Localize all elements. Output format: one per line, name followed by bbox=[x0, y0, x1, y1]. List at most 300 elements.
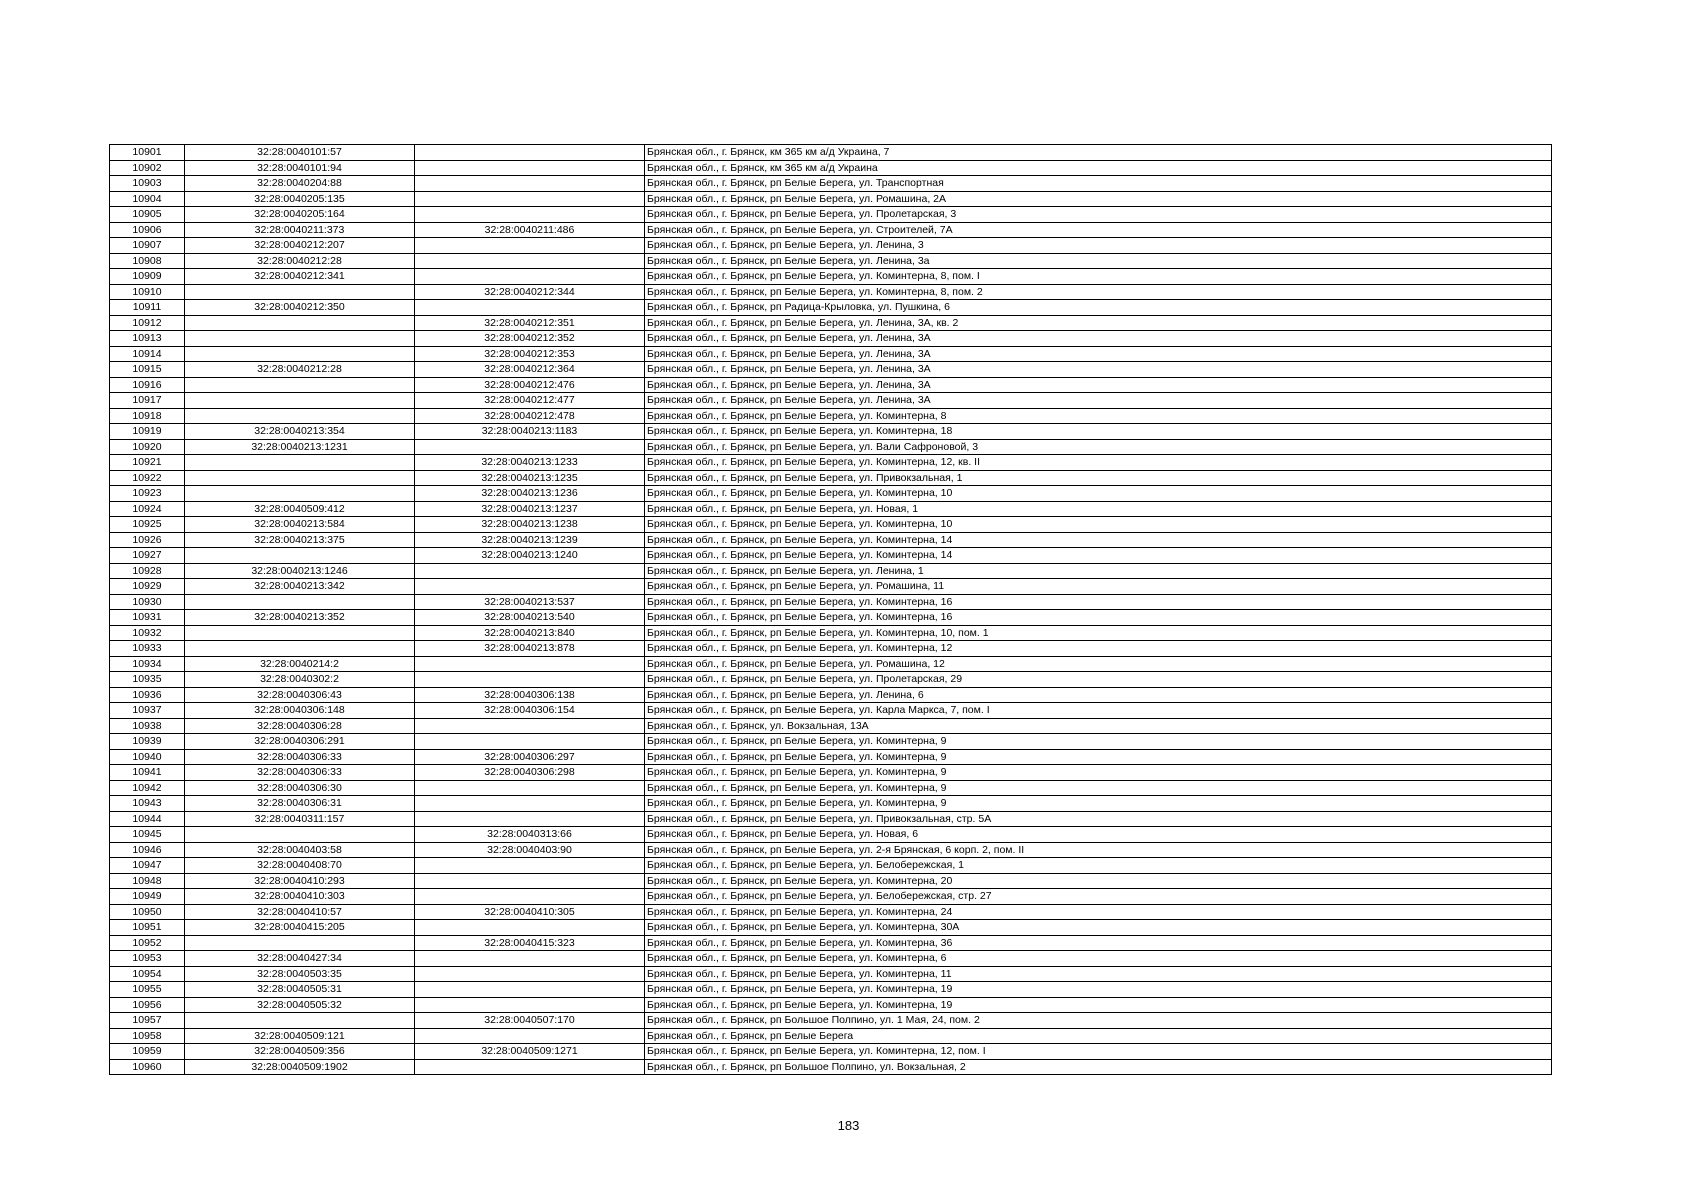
cadastral-number-cell: 32:28:0040212:350 bbox=[185, 300, 415, 316]
sub-object-number-cell: 32:28:0040306:298 bbox=[415, 765, 645, 781]
cadastral-number-cell: 32:28:0040205:135 bbox=[185, 191, 415, 207]
sub-object-number-cell: 32:28:0040509:1271 bbox=[415, 1044, 645, 1060]
cadastral-number-cell: 32:28:0040408:70 bbox=[185, 858, 415, 874]
cadastral-number-cell: 32:28:0040306:28 bbox=[185, 718, 415, 734]
sub-object-number-cell: 32:28:0040212:364 bbox=[415, 362, 645, 378]
address-cell: Брянская обл., г. Брянск, рп Белые Берега, ул. Вали Сафроновой, 3 bbox=[645, 439, 1552, 455]
table-row bbox=[110, 827, 1552, 843]
address-cell: Брянская обл., г. Брянск, рп Белые Берега, ул. Строителей, 7А bbox=[645, 222, 1552, 238]
sub-object-number-cell: 32:28:0040213:840 bbox=[415, 625, 645, 641]
address-cell: Брянская обл., г. Брянск, рп Белые Берега, ул. Коминтерна, 18 bbox=[645, 424, 1552, 440]
address-cell: Брянская обл., г. Брянск, рп Белые Берега, ул. Пролетарская, 29 bbox=[645, 672, 1552, 688]
cadastral-number-cell: 32:28:0040306:148 bbox=[185, 703, 415, 719]
table-row bbox=[110, 191, 1552, 207]
address-cell: Брянская обл., г. Брянск, рп Большое Полпино, ул. 1 Мая, 24, пом. 2 bbox=[645, 1013, 1552, 1029]
cadastral-number-cell bbox=[185, 455, 415, 471]
row-number-cell: 10912 bbox=[110, 315, 185, 331]
cadastral-number-cell: 32:28:0040212:28 bbox=[185, 362, 415, 378]
property-registry-table bbox=[109, 144, 1552, 1075]
cadastral-number-cell: 32:28:0040211:373 bbox=[185, 222, 415, 238]
address-cell: Брянская обл., г. Брянск, рп Белые Берега, ул. Новая, 1 bbox=[645, 501, 1552, 517]
address-cell: Брянская обл., г. Брянск, рп Белые Берега, ул. Коминтерна, 10 bbox=[645, 486, 1552, 502]
table-row bbox=[110, 734, 1552, 750]
address-cell: Брянская обл., г. Брянск, рп Белые Берега, ул. Коминтерна, 9 bbox=[645, 765, 1552, 781]
table-row bbox=[110, 269, 1552, 285]
table-row bbox=[110, 300, 1552, 316]
address-cell: Брянская обл., г. Брянск, рп Белые Берега, ул. Коминтерна, 12, пом. I bbox=[645, 1044, 1552, 1060]
address-cell: Брянская обл., г. Брянск, рп Белые Берега, ул. Ленина, 3А bbox=[645, 393, 1552, 409]
sub-object-number-cell bbox=[415, 672, 645, 688]
table-row bbox=[110, 253, 1552, 269]
table-row bbox=[110, 858, 1552, 874]
sub-object-number-cell: 32:28:0040213:1183 bbox=[415, 424, 645, 440]
sub-object-number-cell: 32:28:0040213:878 bbox=[415, 641, 645, 657]
table-row bbox=[110, 176, 1552, 192]
address-cell: Брянская обл., г. Брянск, рп Белые Берега, ул. Коминтерна, 16 bbox=[645, 594, 1552, 610]
sub-object-number-cell bbox=[415, 145, 645, 161]
address-cell: Брянская обл., г. Брянск, рп Белые Берега, ул. Ленина, 3а bbox=[645, 253, 1552, 269]
table-row bbox=[110, 610, 1552, 626]
cadastral-number-cell: 32:28:0040509:121 bbox=[185, 1028, 415, 1044]
row-number-cell: 10957 bbox=[110, 1013, 185, 1029]
table-row bbox=[110, 331, 1552, 347]
table-row bbox=[110, 315, 1552, 331]
address-cell: Брянская обл., г. Брянск, км 365 км а/д Украина bbox=[645, 160, 1552, 176]
sub-object-number-cell bbox=[415, 656, 645, 672]
address-cell: Брянская обл., г. Брянск, рп Белые Берега, ул. Коминтерна, 24 bbox=[645, 904, 1552, 920]
row-number-cell: 10931 bbox=[110, 610, 185, 626]
address-cell: Брянская обл., г. Брянск, рп Белые Берега, ул. Коминтерна, 14 bbox=[645, 548, 1552, 564]
row-number-cell: 10929 bbox=[110, 579, 185, 595]
sub-object-number-cell bbox=[415, 951, 645, 967]
sub-object-number-cell: 32:28:0040213:1235 bbox=[415, 470, 645, 486]
table-row bbox=[110, 718, 1552, 734]
row-number-cell: 10917 bbox=[110, 393, 185, 409]
cadastral-number-cell: 32:28:0040213:1231 bbox=[185, 439, 415, 455]
table-row bbox=[110, 780, 1552, 796]
sub-object-number-cell bbox=[415, 997, 645, 1013]
table-row bbox=[110, 904, 1552, 920]
row-number-cell: 10945 bbox=[110, 827, 185, 843]
cadastral-number-cell bbox=[185, 641, 415, 657]
row-number-cell: 10930 bbox=[110, 594, 185, 610]
cadastral-number-cell: 32:28:0040410:293 bbox=[185, 873, 415, 889]
sub-object-number-cell: 32:28:0040213:1239 bbox=[415, 532, 645, 548]
cadastral-number-cell: 32:28:0040410:57 bbox=[185, 904, 415, 920]
address-cell: Брянская обл., г. Брянск, рп Белые Берега, ул. Ленина, 3 bbox=[645, 238, 1552, 254]
address-cell: Брянская обл., г. Брянск, рп Белые Берега bbox=[645, 1028, 1552, 1044]
table-row bbox=[110, 656, 1552, 672]
table-row bbox=[110, 1028, 1552, 1044]
row-number-cell: 10938 bbox=[110, 718, 185, 734]
cadastral-number-cell: 32:28:0040306:43 bbox=[185, 687, 415, 703]
table-row bbox=[110, 951, 1552, 967]
row-number-cell: 10922 bbox=[110, 470, 185, 486]
row-number-cell: 10911 bbox=[110, 300, 185, 316]
row-number-cell: 10952 bbox=[110, 935, 185, 951]
cadastral-number-cell bbox=[185, 331, 415, 347]
sub-object-number-cell bbox=[415, 269, 645, 285]
cadastral-number-cell: 32:28:0040306:30 bbox=[185, 780, 415, 796]
sub-object-number-cell: 32:28:0040213:1240 bbox=[415, 548, 645, 564]
cadastral-number-cell: 32:28:0040505:32 bbox=[185, 997, 415, 1013]
sub-object-number-cell bbox=[415, 563, 645, 579]
address-cell: Брянская обл., г. Брянск, рп Белые Берега, ул. Коминтерна, 10, пом. 1 bbox=[645, 625, 1552, 641]
table-row bbox=[110, 687, 1552, 703]
row-number-cell: 10937 bbox=[110, 703, 185, 719]
address-cell: Брянская обл., г. Брянск, рп Белые Берега, ул. Коминтерна, 14 bbox=[645, 532, 1552, 548]
address-cell: Брянская обл., г. Брянск, рп Белые Берега, ул. Коминтерна, 11 bbox=[645, 966, 1552, 982]
address-cell: Брянская обл., г. Брянск, рп Белые Берега, ул. Привокзальная, стр. 5А bbox=[645, 811, 1552, 827]
row-number-cell: 10901 bbox=[110, 145, 185, 161]
cadastral-number-cell bbox=[185, 827, 415, 843]
sub-object-number-cell: 32:28:0040211:486 bbox=[415, 222, 645, 238]
sub-object-number-cell bbox=[415, 238, 645, 254]
table-row bbox=[110, 145, 1552, 161]
cadastral-number-cell: 32:28:0040213:375 bbox=[185, 532, 415, 548]
sub-object-number-cell: 32:28:0040306:297 bbox=[415, 749, 645, 765]
cadastral-number-cell bbox=[185, 486, 415, 502]
table-row bbox=[110, 501, 1552, 517]
table-row bbox=[110, 517, 1552, 533]
row-number-cell: 10953 bbox=[110, 951, 185, 967]
sub-object-number-cell bbox=[415, 191, 645, 207]
cadastral-number-cell bbox=[185, 548, 415, 564]
address-cell: Брянская обл., г. Брянск, рп Белые Берега, ул. Ленина, 3А bbox=[645, 362, 1552, 378]
row-number-cell: 10914 bbox=[110, 346, 185, 362]
table-row bbox=[110, 486, 1552, 502]
cadastral-number-cell: 32:28:0040212:28 bbox=[185, 253, 415, 269]
address-cell: Брянская обл., г. Брянск, рп Белые Берега, ул. Коминтерна, 8, пом. 2 bbox=[645, 284, 1552, 300]
sub-object-number-cell: 32:28:0040213:1233 bbox=[415, 455, 645, 471]
row-number-cell: 10936 bbox=[110, 687, 185, 703]
row-number-cell: 10916 bbox=[110, 377, 185, 393]
cadastral-number-cell: 32:28:0040509:412 bbox=[185, 501, 415, 517]
row-number-cell: 10903 bbox=[110, 176, 185, 192]
address-cell: Брянская обл., г. Брянск, рп Белые Берега, ул. Ленина, 3А bbox=[645, 331, 1552, 347]
cadastral-number-cell: 32:28:0040205:164 bbox=[185, 207, 415, 223]
row-number-cell: 10925 bbox=[110, 517, 185, 533]
row-number-cell: 10904 bbox=[110, 191, 185, 207]
address-cell: Брянская обл., г. Брянск, рп Белые Берега, ул. Коминтерна, 9 bbox=[645, 796, 1552, 812]
sub-object-number-cell bbox=[415, 176, 645, 192]
table-row bbox=[110, 889, 1552, 905]
sub-object-number-cell bbox=[415, 207, 645, 223]
address-cell: Брянская обл., г. Брянск, рп Белые Берега, ул. Новая, 6 bbox=[645, 827, 1552, 843]
table-row bbox=[110, 811, 1552, 827]
cadastral-number-cell: 32:28:0040212:207 bbox=[185, 238, 415, 254]
table-row bbox=[110, 439, 1552, 455]
row-number-cell: 10923 bbox=[110, 486, 185, 502]
address-cell: Брянская обл., г. Брянск, рп Белые Берега, ул. Ленина, 6 bbox=[645, 687, 1552, 703]
table-row bbox=[110, 920, 1552, 936]
table-row bbox=[110, 641, 1552, 657]
cadastral-number-cell: 32:28:0040306:31 bbox=[185, 796, 415, 812]
sub-object-number-cell: 32:28:0040213:537 bbox=[415, 594, 645, 610]
table-row bbox=[110, 873, 1552, 889]
address-cell: Брянская обл., г. Брянск, рп Белые Берега, ул. 2-я Брянская, 6 корп. 2, пом. II bbox=[645, 842, 1552, 858]
address-cell: Брянская обл., г. Брянск, рп Белые Берега, ул. Коминтерна, 6 bbox=[645, 951, 1552, 967]
address-cell: Брянская обл., г. Брянск, рп Белые Берега, ул. Ромашина, 11 bbox=[645, 579, 1552, 595]
row-number-cell: 10955 bbox=[110, 982, 185, 998]
row-number-cell: 10958 bbox=[110, 1028, 185, 1044]
table-row bbox=[110, 935, 1552, 951]
row-number-cell: 10910 bbox=[110, 284, 185, 300]
address-cell: Брянская обл., г. Брянск, рп Белые Берега, ул. Ромашина, 12 bbox=[645, 656, 1552, 672]
table-row bbox=[110, 672, 1552, 688]
address-cell: Брянская обл., г. Брянск, рп Белые Берега, ул. Ромашина, 2А bbox=[645, 191, 1552, 207]
cadastral-number-cell: 32:28:0040410:303 bbox=[185, 889, 415, 905]
sub-object-number-cell bbox=[415, 873, 645, 889]
row-number-cell: 10926 bbox=[110, 532, 185, 548]
sub-object-number-cell: 32:28:0040306:138 bbox=[415, 687, 645, 703]
row-number-cell: 10905 bbox=[110, 207, 185, 223]
row-number-cell: 10956 bbox=[110, 997, 185, 1013]
table-row bbox=[110, 796, 1552, 812]
sub-object-number-cell bbox=[415, 780, 645, 796]
cadastral-number-cell bbox=[185, 625, 415, 641]
row-number-cell: 10907 bbox=[110, 238, 185, 254]
address-cell: Брянская обл., г. Брянск, рп Белые Берега, ул. Белобережская, 1 bbox=[645, 858, 1552, 874]
address-cell: Брянская обл., г. Брянск, рп Белые Берега, ул. Коминтерна, 8 bbox=[645, 408, 1552, 424]
cadastral-number-cell: 32:28:0040302:2 bbox=[185, 672, 415, 688]
row-number-cell: 10943 bbox=[110, 796, 185, 812]
cadastral-number-cell bbox=[185, 935, 415, 951]
address-cell: Брянская обл., г. Брянск, рп Белые Берега, ул. Коминтерна, 12, кв. II bbox=[645, 455, 1552, 471]
table-row bbox=[110, 579, 1552, 595]
address-cell: Брянская обл., г. Брянск, рп Белые Берега, ул. Коминтерна, 9 bbox=[645, 749, 1552, 765]
row-number-cell: 10942 bbox=[110, 780, 185, 796]
cadastral-number-cell: 32:28:0040403:58 bbox=[185, 842, 415, 858]
table-row bbox=[110, 238, 1552, 254]
row-number-cell: 10934 bbox=[110, 656, 185, 672]
row-number-cell: 10933 bbox=[110, 641, 185, 657]
table-row bbox=[110, 548, 1552, 564]
cadastral-number-cell bbox=[185, 1013, 415, 1029]
sub-object-number-cell: 32:28:0040403:90 bbox=[415, 842, 645, 858]
sub-object-number-cell: 32:28:0040212:476 bbox=[415, 377, 645, 393]
sub-object-number-cell bbox=[415, 982, 645, 998]
sub-object-number-cell: 32:28:0040410:305 bbox=[415, 904, 645, 920]
row-number-cell: 10959 bbox=[110, 1044, 185, 1060]
table-row bbox=[110, 377, 1552, 393]
row-number-cell: 10941 bbox=[110, 765, 185, 781]
row-number-cell: 10948 bbox=[110, 873, 185, 889]
cadastral-number-cell: 32:28:0040214:2 bbox=[185, 656, 415, 672]
row-number-cell: 10944 bbox=[110, 811, 185, 827]
cadastral-number-cell: 32:28:0040306:33 bbox=[185, 749, 415, 765]
cadastral-number-cell: 32:28:0040204:88 bbox=[185, 176, 415, 192]
sub-object-number-cell: 32:28:0040212:353 bbox=[415, 346, 645, 362]
address-cell: Брянская обл., г. Брянск, ул. Вокзальная, 13А bbox=[645, 718, 1552, 734]
cadastral-number-cell: 32:28:0040415:205 bbox=[185, 920, 415, 936]
row-number-cell: 10951 bbox=[110, 920, 185, 936]
cadastral-number-cell bbox=[185, 315, 415, 331]
address-cell: Брянская обл., г. Брянск, рп Белые Берега, ул. Белобережская, стр. 27 bbox=[645, 889, 1552, 905]
sub-object-number-cell: 32:28:0040313:66 bbox=[415, 827, 645, 843]
row-number-cell: 10909 bbox=[110, 269, 185, 285]
cadastral-number-cell bbox=[185, 393, 415, 409]
table-row bbox=[110, 982, 1552, 998]
cadastral-number-cell: 32:28:0040509:1902 bbox=[185, 1059, 415, 1075]
sub-object-number-cell bbox=[415, 920, 645, 936]
sub-object-number-cell: 32:28:0040213:1236 bbox=[415, 486, 645, 502]
address-cell: Брянская обл., г. Брянск, рп Белые Берега, ул. Коминтерна, 16 bbox=[645, 610, 1552, 626]
row-number-cell: 10939 bbox=[110, 734, 185, 750]
sub-object-number-cell: 32:28:0040213:1238 bbox=[415, 517, 645, 533]
sub-object-number-cell: 32:28:0040507:170 bbox=[415, 1013, 645, 1029]
cadastral-number-cell: 32:28:0040306:33 bbox=[185, 765, 415, 781]
address-cell: Брянская обл., г. Брянск, рп Белые Берега, ул. Коминтерна, 20 bbox=[645, 873, 1552, 889]
cadastral-number-cell: 32:28:0040213:1246 bbox=[185, 563, 415, 579]
cadastral-number-cell bbox=[185, 346, 415, 362]
address-cell: Брянская обл., г. Брянск, рп Белые Берега, ул. Ленина, 3А bbox=[645, 346, 1552, 362]
address-cell: Брянская обл., г. Брянск, рп Белые Берега, ул. Транспортная bbox=[645, 176, 1552, 192]
sub-object-number-cell bbox=[415, 1059, 645, 1075]
table-row bbox=[110, 1059, 1552, 1075]
table-row bbox=[110, 424, 1552, 440]
sub-object-number-cell: 32:28:0040212:478 bbox=[415, 408, 645, 424]
table-row bbox=[110, 393, 1552, 409]
address-cell: Брянская обл., г. Брянск, рп Белые Берега, ул. Коминтерна, 9 bbox=[645, 734, 1552, 750]
table-row bbox=[110, 207, 1552, 223]
row-number-cell: 10954 bbox=[110, 966, 185, 982]
sub-object-number-cell bbox=[415, 300, 645, 316]
sub-object-number-cell: 32:28:0040212:344 bbox=[415, 284, 645, 300]
address-cell: Брянская обл., г. Брянск, рп Белые Берега, ул. Коминтерна, 30А bbox=[645, 920, 1552, 936]
row-number-cell: 10918 bbox=[110, 408, 185, 424]
sub-object-number-cell bbox=[415, 718, 645, 734]
cadastral-number-cell: 32:28:0040213:584 bbox=[185, 517, 415, 533]
table-row bbox=[110, 160, 1552, 176]
sub-object-number-cell bbox=[415, 160, 645, 176]
row-number-cell: 10932 bbox=[110, 625, 185, 641]
sub-object-number-cell: 32:28:0040213:1237 bbox=[415, 501, 645, 517]
sub-object-number-cell bbox=[415, 1028, 645, 1044]
table-row bbox=[110, 997, 1552, 1013]
table-row bbox=[110, 765, 1552, 781]
cadastral-number-cell: 32:28:0040101:94 bbox=[185, 160, 415, 176]
row-number-cell: 10940 bbox=[110, 749, 185, 765]
address-cell: Брянская обл., г. Брянск, рп Белые Берега, ул. Коминтерна, 12 bbox=[645, 641, 1552, 657]
row-number-cell: 10935 bbox=[110, 672, 185, 688]
registry-table-body bbox=[110, 145, 1552, 1075]
cadastral-number-cell bbox=[185, 594, 415, 610]
address-cell: Брянская обл., г. Брянск, рп Белые Берега, ул. Коминтерна, 19 bbox=[645, 997, 1552, 1013]
address-cell: Брянская обл., г. Брянск, рп Белые Берега, ул. Ленина, 3А, кв. 2 bbox=[645, 315, 1552, 331]
sub-object-number-cell bbox=[415, 811, 645, 827]
row-number-cell: 10927 bbox=[110, 548, 185, 564]
cadastral-number-cell: 32:28:0040509:356 bbox=[185, 1044, 415, 1060]
sub-object-number-cell bbox=[415, 966, 645, 982]
cadastral-number-cell bbox=[185, 470, 415, 486]
address-cell: Брянская обл., г. Брянск, рп Белые Берега, ул. Коминтерна, 9 bbox=[645, 780, 1552, 796]
cadastral-number-cell: 32:28:0040212:341 bbox=[185, 269, 415, 285]
table-row bbox=[110, 1044, 1552, 1060]
table-row bbox=[110, 563, 1552, 579]
table-row bbox=[110, 532, 1552, 548]
table-row bbox=[110, 594, 1552, 610]
address-cell: Брянская обл., г. Брянск, рп Белые Берега, ул. Коминтерна, 19 bbox=[645, 982, 1552, 998]
row-number-cell: 10913 bbox=[110, 331, 185, 347]
table-row bbox=[110, 842, 1552, 858]
cadastral-number-cell: 32:28:0040213:342 bbox=[185, 579, 415, 595]
cadastral-number-cell bbox=[185, 377, 415, 393]
row-number-cell: 10908 bbox=[110, 253, 185, 269]
row-number-cell: 10949 bbox=[110, 889, 185, 905]
cadastral-number-cell: 32:28:0040503:35 bbox=[185, 966, 415, 982]
row-number-cell: 10919 bbox=[110, 424, 185, 440]
sub-object-number-cell: 32:28:0040213:540 bbox=[415, 610, 645, 626]
sub-object-number-cell bbox=[415, 734, 645, 750]
cadastral-number-cell bbox=[185, 284, 415, 300]
address-cell: Брянская обл., г. Брянск, рп Радица-Крыловка, ул. Пушкина, 6 bbox=[645, 300, 1552, 316]
table-row bbox=[110, 470, 1552, 486]
cadastral-number-cell bbox=[185, 408, 415, 424]
row-number-cell: 10950 bbox=[110, 904, 185, 920]
page-number: 183 bbox=[837, 1118, 860, 1133]
table-row bbox=[110, 408, 1552, 424]
sub-object-number-cell: 32:28:0040212:351 bbox=[415, 315, 645, 331]
cadastral-number-cell: 32:28:0040213:352 bbox=[185, 610, 415, 626]
address-cell: Брянская обл., г. Брянск, рп Белые Берега, ул. Пролетарская, 3 bbox=[645, 207, 1552, 223]
row-number-cell: 10921 bbox=[110, 455, 185, 471]
sub-object-number-cell: 32:28:0040212:352 bbox=[415, 331, 645, 347]
table-row bbox=[110, 222, 1552, 238]
cadastral-number-cell: 32:28:0040101:57 bbox=[185, 145, 415, 161]
cadastral-number-cell: 32:28:0040505:31 bbox=[185, 982, 415, 998]
row-number-cell: 10920 bbox=[110, 439, 185, 455]
address-cell: Брянская обл., г. Брянск, рп Белые Берега, ул. Коминтерна, 36 bbox=[645, 935, 1552, 951]
address-cell: Брянская обл., г. Брянск, рп Большое Полпино, ул. Вокзальная, 2 bbox=[645, 1059, 1552, 1075]
table-row bbox=[110, 703, 1552, 719]
address-cell: Брянская обл., г. Брянск, рп Белые Берега, ул. Коминтерна, 10 bbox=[645, 517, 1552, 533]
table-row bbox=[110, 362, 1552, 378]
row-number-cell: 10906 bbox=[110, 222, 185, 238]
address-cell: Брянская обл., г. Брянск, рп Белые Берега, ул. Ленина, 3А bbox=[645, 377, 1552, 393]
table-row bbox=[110, 749, 1552, 765]
address-cell: Брянская обл., г. Брянск, рп Белые Берега, ул. Коминтерна, 8, пом. I bbox=[645, 269, 1552, 285]
address-cell: Брянская обл., г. Брянск, рп Белые Берега, ул. Привокзальная, 1 bbox=[645, 470, 1552, 486]
row-number-cell: 10902 bbox=[110, 160, 185, 176]
sub-object-number-cell bbox=[415, 796, 645, 812]
row-number-cell: 10915 bbox=[110, 362, 185, 378]
cadastral-number-cell: 32:28:0040427:34 bbox=[185, 951, 415, 967]
row-number-cell: 10946 bbox=[110, 842, 185, 858]
row-number-cell: 10947 bbox=[110, 858, 185, 874]
table-row bbox=[110, 455, 1552, 471]
table-row bbox=[110, 284, 1552, 300]
address-cell: Брянская обл., г. Брянск, рп Белые Берега, ул. Ленина, 1 bbox=[645, 563, 1552, 579]
table-row bbox=[110, 346, 1552, 362]
address-cell: Брянская обл., г. Брянск, км 365 км а/д Украина, 7 bbox=[645, 145, 1552, 161]
cadastral-number-cell: 32:28:0040311:157 bbox=[185, 811, 415, 827]
sub-object-number-cell bbox=[415, 889, 645, 905]
address-cell: Брянская обл., г. Брянск, рп Белые Берега, ул. Карла Маркса, 7, пом. I bbox=[645, 703, 1552, 719]
cadastral-number-cell: 32:28:0040213:354 bbox=[185, 424, 415, 440]
sub-object-number-cell: 32:28:0040306:154 bbox=[415, 703, 645, 719]
sub-object-number-cell bbox=[415, 579, 645, 595]
row-number-cell: 10928 bbox=[110, 563, 185, 579]
table-row bbox=[110, 1013, 1552, 1029]
sub-object-number-cell bbox=[415, 253, 645, 269]
sub-object-number-cell: 32:28:0040212:477 bbox=[415, 393, 645, 409]
sub-object-number-cell bbox=[415, 858, 645, 874]
sub-object-number-cell: 32:28:0040415:323 bbox=[415, 935, 645, 951]
cadastral-number-cell: 32:28:0040306:291 bbox=[185, 734, 415, 750]
sub-object-number-cell bbox=[415, 439, 645, 455]
table-row bbox=[110, 966, 1552, 982]
